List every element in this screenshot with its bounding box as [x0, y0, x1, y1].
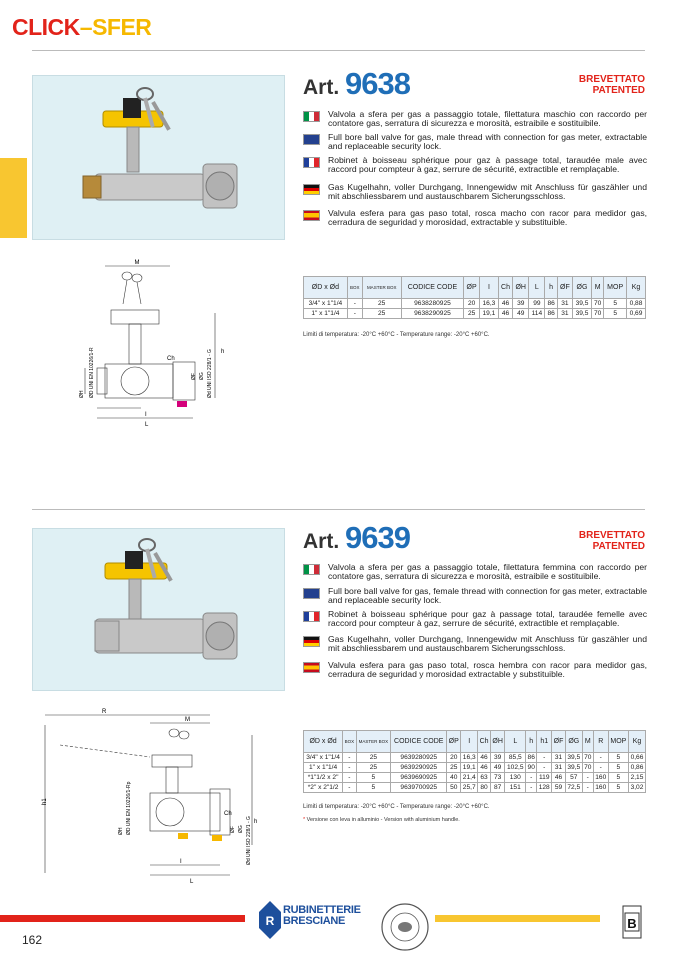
technical-drawing-9638 — [75, 258, 245, 428]
table-cell: - — [593, 763, 608, 773]
table-cell: 5 — [608, 753, 628, 763]
product-divider — [32, 509, 645, 510]
dim-label-od-small-2: Ød UNI ISO 228/1 - G — [246, 816, 252, 865]
table-cell: 25 — [356, 763, 391, 773]
dim-label-od-small: Ød UNI ISO 228/1 - G — [207, 349, 213, 398]
table-cell: 39 — [490, 753, 504, 763]
dim-label-l-2: L — [190, 879, 194, 885]
flag-uk-icon — [303, 588, 320, 599]
table-cell: 39,5 — [573, 309, 592, 319]
table-cell: 114 — [529, 309, 545, 319]
flag-spain-icon — [303, 210, 320, 221]
table-cell: 46 — [478, 763, 491, 773]
dim-label-od: ØD UNI EN 10226/1-R — [89, 347, 95, 398]
table-cell: 39 — [513, 299, 529, 309]
description-fr-2: Robinet à boisseau sphérique pour gaz à passage total, taraudée femelle avec raccord pour compteur à gaz, serrure de sécurité, extractible et remplaçable. — [303, 610, 647, 629]
table-cell: 20 — [464, 299, 480, 309]
flag-france-icon — [303, 611, 320, 622]
table-cell: - — [347, 309, 362, 319]
table-cell: - — [582, 783, 593, 793]
description-fr: Robinet à boisseau sphérique pour gaz à passage total, taraudée male avec raccord pour compteur à gaz, serrure de sécurité, extractible et remplaçable. — [303, 156, 647, 175]
section-tab — [0, 158, 27, 238]
temperature-note-9639: Limiti di temperatura: -20°C +60°C - Temperature range: -20°C +60°C. — [303, 804, 490, 810]
table-cell: 80 — [478, 783, 491, 793]
table-cell: 5 — [608, 763, 628, 773]
table-cell: - — [343, 763, 356, 773]
table-cell: 130 — [505, 773, 526, 783]
table-cell: 70 — [591, 299, 603, 309]
description-en: Full bore ball valve for gas, male thread with connection for gas meter, extractable and replaceable security lock. — [303, 133, 647, 152]
table-cell: 31 — [552, 763, 566, 773]
table-cell: 9639280925 — [391, 753, 447, 763]
table-cell: 2,15 — [628, 773, 645, 783]
dim-label-m-2: M — [185, 717, 190, 723]
dim-label-l: L — [145, 422, 149, 428]
description-it: Valvola a sfera per gas a passaggio totale, filettatura maschio con raccordo per contatore gas, serratura di sicurezza e morosità, estraibile e sostituibile. — [303, 110, 647, 129]
flag-uk-icon — [303, 134, 320, 145]
temperature-note-9638: Limiti di temperatura: -20°C +60°C - Temperature range: -20°C +60°C. — [303, 332, 490, 338]
table-cell: 49 — [513, 309, 529, 319]
table-cell: 9639700925 — [391, 783, 447, 793]
table-cell: 0,69 — [626, 309, 645, 319]
table-cell: - — [593, 753, 608, 763]
table-cell: 39,5 — [565, 763, 582, 773]
product-photo-9639 — [32, 528, 285, 691]
patent-badge-9638: BREVETTATO PATENTED — [578, 74, 645, 96]
description-es-2: Valvula esfera para gas paso total, rosca hembra con racor para medidor gas, cerradura de seguridad y morosidad extractable y substituible. — [303, 661, 647, 680]
table-cell: 5 — [608, 783, 628, 793]
dim-label-od-2: ØD UNI EN 10226/1-Rp — [126, 781, 132, 835]
spec-table-9638: ØD x Ød BOX MASTER BOX CODICE CODE ØP I Ch ØH L h ØF ØG M MOP Kg 3/4" x 1"1/4 - 25 9638280925 20 16,3 46 39 99 86 31 39,5 70 5 0,88 1" x 1"1/4 - 25 9638290925 25 19,1 46 49 114 86 31 39,5 70 5 0,69 — [303, 276, 646, 319]
dim-label-og-2: ØG — [238, 825, 244, 833]
table-cell: 87 — [490, 783, 504, 793]
table-cell: 46 — [498, 309, 512, 319]
table-cell: *1"1/2 x 2" — [304, 773, 343, 783]
table-cell: 31 — [557, 299, 572, 309]
table-cell: 5 — [356, 773, 391, 783]
table-cell: 25 — [356, 753, 391, 763]
table-cell: 50 — [447, 783, 461, 793]
table-cell: 0,86 — [628, 763, 645, 773]
technical-drawing-9639 — [40, 705, 260, 885]
dim-label-m: M — [134, 260, 140, 266]
table-cell: 9638290925 — [401, 309, 464, 319]
table-cell: 21,4 — [461, 773, 478, 783]
table-cell: 5 — [608, 773, 628, 783]
table-cell: 46 — [498, 299, 512, 309]
table-cell: 119 — [537, 773, 552, 783]
table-cell: 25 — [447, 763, 461, 773]
dim-label-r: R — [102, 709, 107, 715]
table-row — [304, 299, 646, 309]
dim-label-og: ØG — [199, 372, 205, 380]
dim-label-i: I — [145, 412, 147, 418]
brand-name: RUBINETTERIE BRESCIANE — [283, 904, 361, 927]
dim-label-ch-2: Ch — [224, 811, 232, 817]
table-cell: - — [347, 299, 362, 309]
svg-text:R: R — [265, 914, 275, 928]
table-cell: 102,5 — [505, 763, 526, 773]
description-it-2: Valvola a sfera per gas a passaggio totale, filettatura femmina con raccordo per contatore gas, serratura di sicurezza e morosità, estraibile e sostituibile. — [303, 563, 647, 582]
table-cell: 20 — [447, 753, 461, 763]
table-cell: 46 — [478, 753, 491, 763]
table-cell: 5 — [604, 299, 627, 309]
table-cell: 39,5 — [573, 299, 592, 309]
table-cell: 85,5 — [505, 753, 526, 763]
dim-label-h1: h1 — [42, 798, 48, 805]
table-cell: 86 — [545, 309, 557, 319]
dim-label-oh: ØH — [79, 390, 85, 398]
aluminium-note: * Versione con leva in alluminio - Version with aluminium handle. — [303, 817, 460, 823]
table-cell: 151 — [505, 783, 526, 793]
table-cell: 25 — [362, 309, 401, 319]
dim-label-h: h — [221, 349, 225, 355]
table-cell: 19,1 — [479, 309, 498, 319]
table-cell: 86 — [545, 299, 557, 309]
patent-badge-9639: BREVETTATO PATENTED — [578, 530, 645, 552]
flag-spain-icon — [303, 662, 320, 673]
footer-red-bar — [0, 915, 245, 922]
page-number: 162 — [22, 933, 43, 947]
dim-label-of-2: ØF — [230, 826, 236, 833]
dim-label-ch: Ch — [167, 356, 175, 362]
valve-illustration-2 — [33, 529, 286, 692]
table-cell: 128 — [538, 784, 550, 791]
spec-table-9639: ØD x Ød BOX MASTER BOX CODICE CODE ØP I Ch ØH L h h1 ØF ØG M R MOP Kg 3/4" x 1"1/4 - 25 9639280925 20 16,3 46 39 85,5 86 - 31 39,5 70 - 5 0,66 1" x 1"1/4 - 25 9639290925 25 19,1 46 49 102,5 90 - 31 39,5 70 - 5 0,86 *1"1/2 x 2" - 5 9639690925 40 21,4 63 73 130 - 119 46 57 - 160 5 2,15 *2" x 2"1/2 - 5 9639700925 50 25,7 80 87 151 - 128 59 72,5 - 160 5 3,02 — [303, 730, 646, 793]
table-cell: - — [582, 773, 593, 783]
table-cell: 99 — [529, 299, 545, 309]
table-cell: 5 — [356, 783, 391, 793]
table-cell: 9639690925 — [391, 773, 447, 783]
table-cell: 160 — [595, 784, 607, 791]
table-cell: 0,88 — [626, 299, 645, 309]
table-cell: 31 — [552, 753, 566, 763]
flag-france-icon — [303, 157, 320, 168]
table-cell: - — [526, 783, 537, 793]
table-cell: 57 — [565, 773, 582, 783]
product-photo-9638 — [32, 75, 285, 240]
footer-yellow-bar — [435, 915, 600, 922]
table-row — [304, 309, 646, 319]
dim-label-h-2: h — [254, 819, 258, 825]
table-cell: 40 — [447, 773, 461, 783]
table-cell: 25 — [464, 309, 480, 319]
flag-italy-icon — [303, 111, 320, 122]
table-cell: 3,02 — [628, 783, 645, 793]
table-cell: 9639290925 — [391, 763, 447, 773]
table-cell: - — [526, 773, 537, 783]
table-cell: 5 — [604, 309, 627, 319]
description-en-2: Full bore ball valve for gas, female thread with connection for gas meter, extractable and replaceable security lock. — [303, 587, 647, 606]
table-cell: 73 — [490, 773, 504, 783]
article-heading-9639: Art. 9639 — [303, 520, 410, 555]
section-title: CLICK–SFER — [12, 14, 152, 40]
table-cell: 160 — [595, 774, 607, 781]
table-cell: 1" x 1"1/4 — [304, 309, 348, 319]
quality-mark-icon — [622, 905, 642, 939]
table-cell: *2" x 2"1/2 — [304, 783, 343, 793]
table-row — [304, 783, 646, 793]
table-cell: 59 — [552, 783, 566, 793]
table-cell: 86 — [527, 754, 535, 761]
table-cell: 70 — [591, 309, 603, 319]
table-cell: 0,66 — [628, 753, 645, 763]
table-row — [304, 753, 646, 763]
table-cell: 90 — [527, 764, 535, 771]
table-cell: 16,3 — [461, 753, 478, 763]
iso-certification-seal-icon — [380, 902, 430, 952]
table-cell: - — [343, 773, 356, 783]
description-de: Gas Kugelhahn, voller Durchgang, Innengewidw mit Anschluss für gaszähler und mit abschliessbarem und austauschbarem Sicherungsschloss. — [303, 183, 647, 202]
article-heading-9638: Art. 9638 — [303, 66, 410, 101]
table-cell: - — [343, 753, 356, 763]
table-cell: - — [537, 753, 552, 763]
dim-label-oh-2: ØH — [118, 827, 124, 835]
table-cell: 25,7 — [461, 783, 478, 793]
table-cell: 31 — [557, 309, 572, 319]
table-row — [304, 763, 646, 773]
table-cell: 70 — [584, 764, 592, 771]
table-row — [304, 773, 646, 783]
dim-label-of: ØF — [191, 373, 197, 380]
header-divider — [32, 50, 645, 51]
valve-illustration — [33, 76, 286, 241]
description-de-2: Gas Kugelhahn, voller Durchgang, Innengewidw mit Anschluss für gaszähler und mit abschliessbarem und austauschbarem Sicherungsschloss. — [303, 635, 647, 654]
brand-logo-icon — [258, 900, 282, 940]
flag-germany-icon — [303, 636, 320, 647]
svg-text:B: B — [627, 916, 637, 931]
table-cell: 25 — [362, 299, 401, 309]
table-cell: - — [537, 763, 552, 773]
table-cell: 3/4" x 1"1/4 — [304, 753, 343, 763]
dim-label-i-2: I — [180, 859, 182, 865]
table-cell: 9638280925 — [401, 299, 464, 309]
table-cell: 70 — [584, 754, 592, 761]
table-cell: 46 — [552, 773, 566, 783]
flag-italy-icon — [303, 564, 320, 575]
table-cell: 19,1 — [461, 763, 478, 773]
table-cell: 49 — [490, 763, 504, 773]
table-cell: 16,3 — [479, 299, 498, 309]
table-cell: 39,5 — [565, 753, 582, 763]
table-cell: - — [343, 783, 356, 793]
table-cell: 1" x 1"1/4 — [304, 763, 343, 773]
flag-germany-icon — [303, 184, 320, 195]
description-es: Valvula esfera para gas paso total, rosca macho con racor para medidor gas, cerradura de seguridad y morosidad, extractable y substituible. — [303, 209, 647, 228]
table-cell: 63 — [478, 773, 491, 783]
table-cell: 3/4" x 1"1/4 — [304, 299, 348, 309]
table-cell: 72,5 — [565, 783, 582, 793]
